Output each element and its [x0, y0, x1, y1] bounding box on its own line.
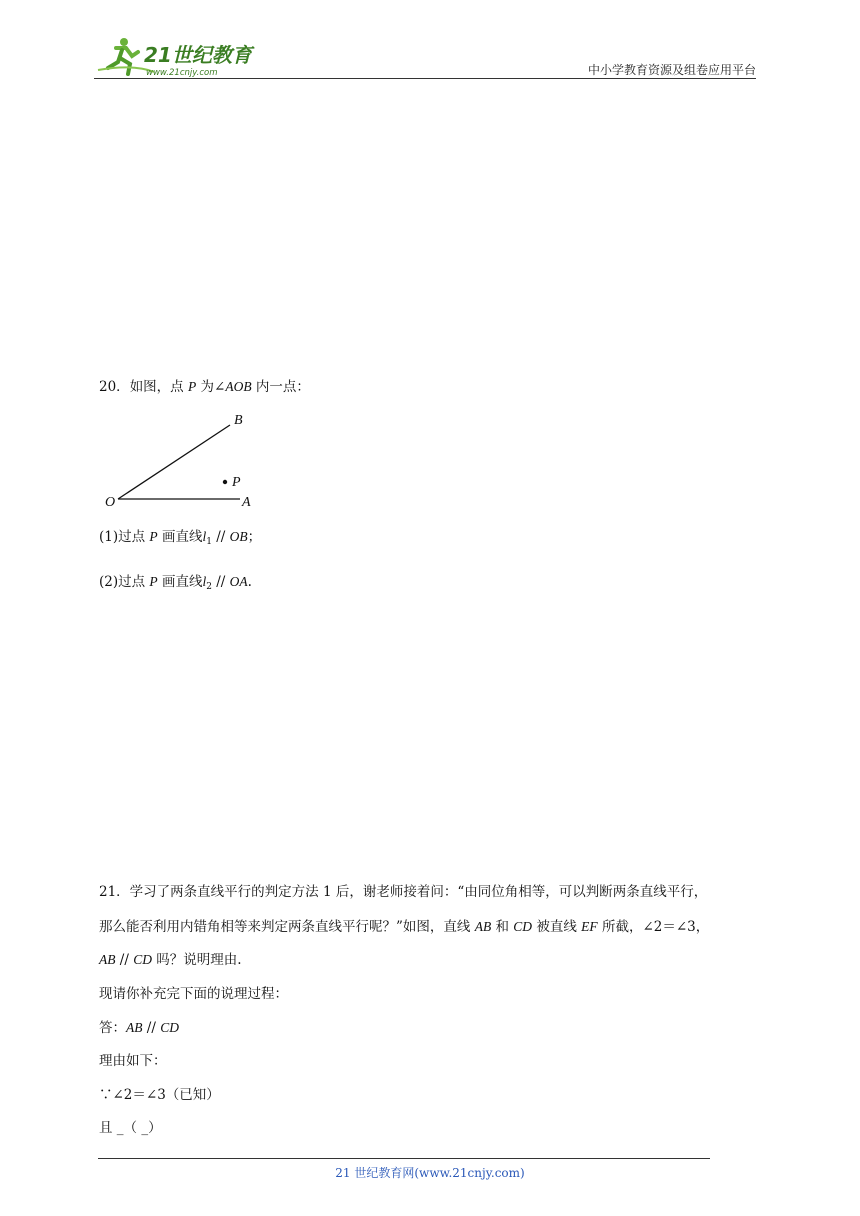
- logo-main-text: 21世纪教育: [144, 43, 252, 67]
- angle-aob-figure: [104, 410, 264, 514]
- question-21-reason-label: 理由如下：: [99, 1053, 167, 1069]
- footer-site-link[interactable]: 21 世纪教育网(www.21cnjy.com): [335, 1166, 525, 1180]
- question-21-line-2: 那么能否利用内错角相等来判定两条直线平行呢？”如图，直线 AB 和 CD 被直线 EF 所截，∠2＝∠3，: [99, 919, 710, 935]
- question-21-line-3: AB // CD 吗？说明理由.: [99, 952, 242, 968]
- logo-url-text: www.21cnjy.com: [146, 68, 218, 78]
- question-21-line-1: 21．学习了两条直线平行的判定方法 1 后，谢老师接着问：“由同位角相等，可以判断两条直线平行，: [99, 884, 708, 900]
- ray-ob: [118, 425, 230, 499]
- site-logo: [94, 34, 262, 78]
- question-21-answer: 答：AB // CD: [99, 1020, 179, 1036]
- question-number: 20．: [99, 379, 130, 395]
- point-p: [223, 480, 227, 484]
- header-divider: [94, 78, 756, 79]
- label-a: A: [242, 495, 251, 510]
- footer-divider: [98, 1158, 710, 1159]
- question-21-blank-line: 且 _（ _）: [99, 1120, 162, 1136]
- question-21-given: ∵∠2＝∠3（已知）: [99, 1087, 220, 1103]
- platform-name: 中小学教育资源及组卷应用平台: [587, 63, 756, 77]
- question-21-line-4: 现请你补充完下面的说理过程：: [99, 986, 288, 1002]
- question-20-stem: 20．如图，点 P 为∠AOB 内一点：: [99, 379, 310, 395]
- label-b: B: [234, 413, 243, 428]
- question-20-part-1: (1)过点 P 画直线$l_1$ // OB；: [99, 529, 262, 547]
- label-o: O: [105, 495, 116, 510]
- label-p: P: [232, 475, 241, 490]
- question-20-part-2: (2)过点 P 画直线$l_2$ // OA.: [99, 574, 252, 592]
